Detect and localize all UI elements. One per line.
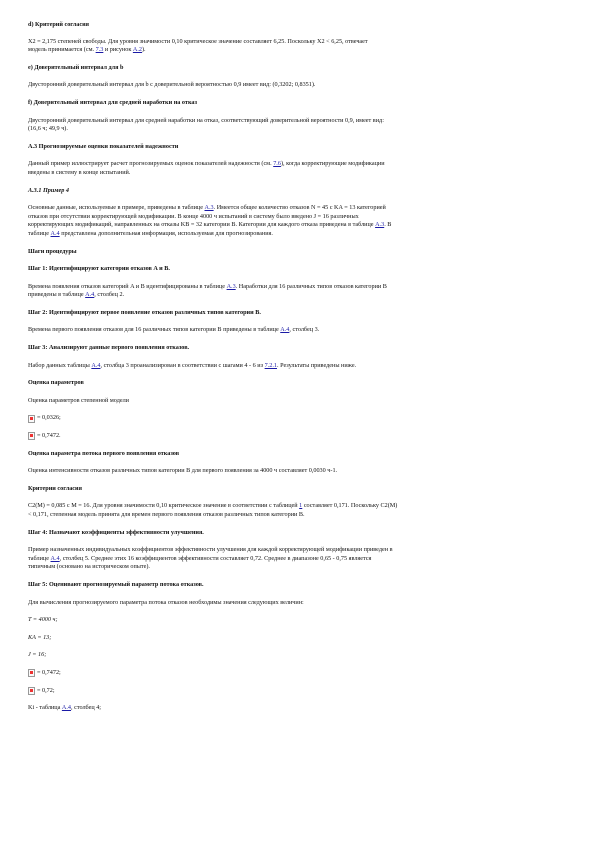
section-d-body-2 <box>28 46 568 55</box>
link-a-2[interactable]: А.2 <box>132 46 142 54</box>
flow-body: Оценка интенсивности отказов различных типов категории B для первого появления за 4000 ч составляет 0,0030 ч-1. <box>28 467 338 475</box>
link-table-1[interactable]: 1 <box>299 502 303 510</box>
broken-image-icon <box>28 669 35 677</box>
step-1-body-2 <box>28 291 568 300</box>
step-4-body-2 <box>28 555 568 564</box>
link-a-3[interactable]: А.3 <box>375 221 385 229</box>
section-a31-heading: А.3.1 Пример 4 <box>28 186 70 194</box>
value-3: = 0,7472; <box>37 668 61 676</box>
link-a-3[interactable]: А.3 <box>226 282 236 290</box>
step-4-body-1: Пример назначенных индивидуальных коэффициентов эффективности улучшения для каждой корректирующей модификации приведен в <box>28 546 393 554</box>
text: Ki - таблица <box>28 704 62 712</box>
document-page <box>28 14 568 713</box>
j-value: J = 16; <box>28 651 47 659</box>
step-4-heading: Шаг 4: Назначают коэффициенты эффективности улучшения. <box>28 528 204 536</box>
formula-row-4 <box>28 687 568 696</box>
criteria-heading: Критерии согласия <box>28 484 82 492</box>
section-a3-heading: А.3 Прогнозируемые оценки показателей надежности <box>28 142 179 150</box>
text: , столбца 3 проанализирован в соответствии с шагами 4 - 6 из <box>100 361 265 369</box>
text: Набор данных таблицы <box>28 361 92 369</box>
text: таблице <box>28 229 51 237</box>
formula-row-3 <box>28 669 568 678</box>
text: составляет 0,171. Поскольку C2(M) <box>302 502 398 510</box>
text: Данный пример иллюстрирует расчет прогнозируемых оценок показателей надежности (см. <box>28 160 274 168</box>
ka-value: KA = 13; <box>28 633 52 641</box>
flow-heading: Оценка параметра потока первого появления отказов <box>28 449 180 457</box>
ki-line <box>28 704 568 713</box>
text: Времена появления отказов категорий A и B идентифицированы в таблице <box>28 282 227 290</box>
text: ), когда корректирующие модификации <box>280 160 385 168</box>
section-f-heading: f) Доверительный интервал для средней наработки на отказ <box>28 98 198 106</box>
link-7-6[interactable]: 7.6 <box>273 160 281 168</box>
step-5-body: Для вычисления прогнозируемого параметра потока отказов необходимы значения следующих величин: <box>28 598 304 606</box>
value-2: = 0,7472. <box>37 432 61 440</box>
text: C2(M) = 0,085 с M = 16. Для уровня значимости 0,10 критическое значение в соответствии с таблицей <box>28 502 300 510</box>
estimation-model-text: Оценка параметров степенной модели <box>28 396 129 404</box>
text: . Наработки для 16 различных типов отказов категории B <box>235 282 387 290</box>
link-a-4[interactable]: А.4 <box>61 704 71 712</box>
text: таблице <box>28 554 51 562</box>
step-2-body <box>28 326 568 335</box>
text: . В <box>384 221 392 229</box>
criteria-body-1 <box>28 502 568 511</box>
text: Времена первого появления отказов для 16 различных типов категории B приведены в таблице <box>28 326 281 334</box>
section-f-body-2: (16,6 ч; 49,9 ч). <box>28 125 68 133</box>
link-a-4[interactable]: А.4 <box>91 361 101 369</box>
link-a-4[interactable]: А.4 <box>50 229 60 237</box>
text: , столбец 4; <box>70 704 102 712</box>
section-a3-body-1 <box>28 160 568 169</box>
text: Основные данные, используемые в примере, приведены в таблице <box>28 204 205 212</box>
estimation-heading: Оценка параметров <box>28 379 84 387</box>
text: , столбец 2. <box>94 291 125 299</box>
section-d-body-1: Χ2 = 2,175 степеней свободы. Для уровня значимости 0,10 критическое значение составляет 6,25. Поскольку Χ2 < 6,25, отвечает <box>28 37 368 45</box>
text: ). <box>142 46 146 54</box>
broken-image-icon <box>28 432 35 440</box>
value-4: = 0,72; <box>37 686 55 694</box>
step-3-body <box>28 362 568 371</box>
section-e-heading: е) Доверительный интервал для b <box>28 63 124 71</box>
value-1: = 0,0326; <box>37 414 61 422</box>
step-2-heading: Шаг 2: Идентифицируют первое появление отказов различных типов категории B. <box>28 308 261 316</box>
text: , столбец 3. <box>289 326 320 334</box>
criteria-body-2: < 0,171, степенная модель принята для времен первого появления отказов различных типов категории B. <box>28 511 305 518</box>
broken-image-icon <box>28 415 35 423</box>
step-4-body-3: типичным (основано на историческом опыте). <box>28 563 150 571</box>
text: приведены в таблице <box>28 291 86 299</box>
text: корректирующих модификаций, направленных на отказы KB = 32 категории B. Категории для каждого отказа приведена в таблице <box>28 221 376 229</box>
section-a3-body-2: введены в систему в конце испытаний. <box>28 168 131 176</box>
step-1-body-1 <box>28 283 568 292</box>
text: . Результаты приведены ниже. <box>276 361 357 369</box>
text: представлена дополнительная информация, используемая для прогнозирования. <box>59 229 273 237</box>
link-a-3[interactable]: А.3 <box>204 204 214 212</box>
link-a-4[interactable]: А.4 <box>85 291 95 299</box>
t-value: T = 4000 ч; <box>28 616 58 624</box>
broken-image-icon <box>28 687 35 695</box>
formula-row-2 <box>28 432 568 441</box>
link-a-4[interactable]: А.4 <box>50 554 60 562</box>
text: . Имеется общее количество отказов N = 45 с KA = 13 категорией <box>213 204 386 212</box>
step-1-heading: Шаг 1: Идентифицируют категории отказов A и B. <box>28 265 170 273</box>
text: модель принимается (см. <box>28 46 96 54</box>
step-3-heading: Шаг 3: Анализируют данные первого появления отказов. <box>28 344 190 352</box>
section-f-body-1: Двусторонний доверительный интервал для средней наработки на отказ, соответствующий доверительной вероятности 0,9, имеет вид: <box>28 116 384 124</box>
section-a31-body-3 <box>28 221 568 230</box>
section-a31-body-1 <box>28 204 568 213</box>
steps-heading: Шаги процедуры <box>28 247 77 255</box>
formula-row-1 <box>28 414 568 423</box>
section-a31-body-4 <box>28 230 568 239</box>
text: , столбец 5. Среднее этих 16 коэффициентов эффективности составляет 0,72. Среднее в диапазоне 0,65 - 0,75 является <box>59 554 372 562</box>
step-5-heading: Шаг 5: Оценивают прогнозируемый параметр потока отказов. <box>28 580 204 588</box>
link-7-2-1[interactable]: 7.2.1 <box>264 361 277 369</box>
text: и рисунок <box>103 46 133 54</box>
section-e-body: Двусторонний доверительный интервал для b с доверительной вероятностью 0,9 имеет вид: (0,3202; 0,8351). <box>28 81 316 89</box>
section-d-heading: d) Критерий согласия <box>28 21 90 28</box>
link-7-3[interactable]: 7.3 <box>95 46 104 54</box>
link-a-4[interactable]: А.4 <box>280 326 290 334</box>
section-a31-body-2: отказов при отсутствии корректирующей модификации. В конце 4000 ч испытаний в систему было введено J = 16 различных <box>28 212 359 220</box>
